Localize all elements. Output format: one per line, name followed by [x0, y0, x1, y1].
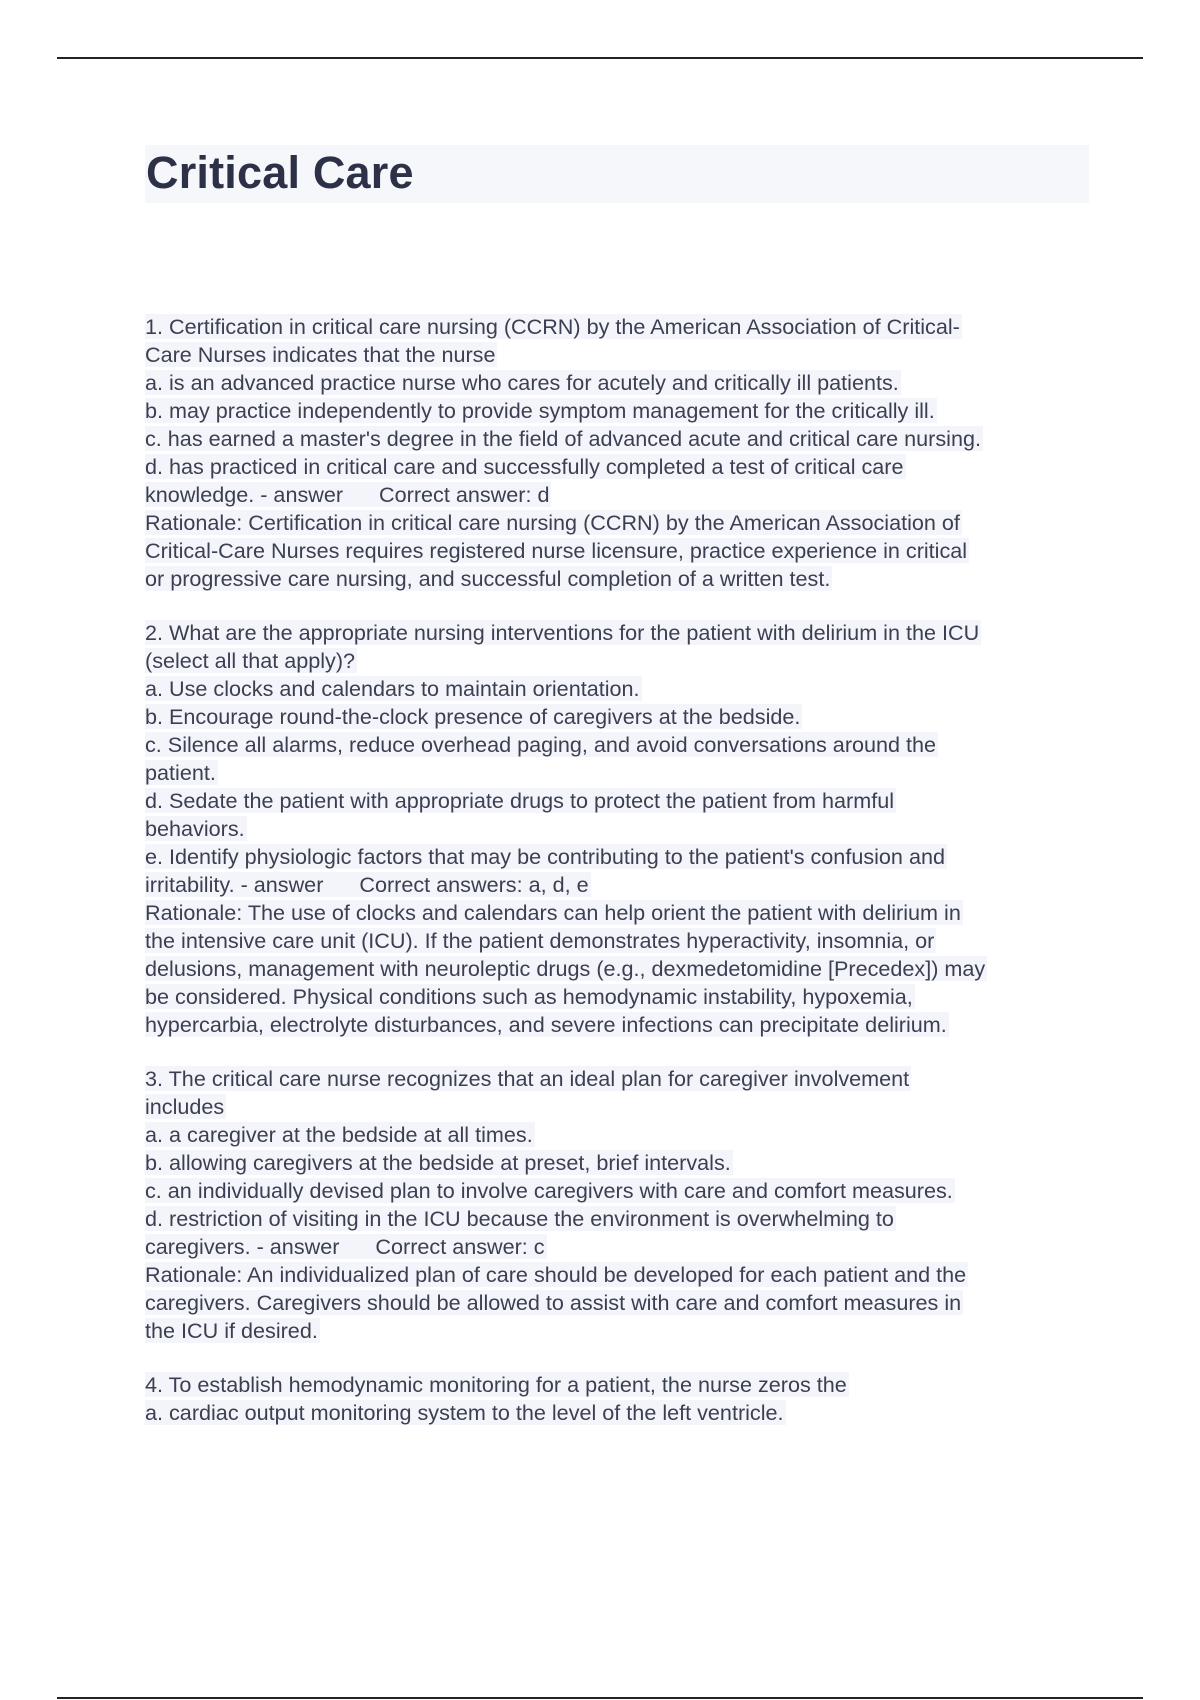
- answer-option: behaviors.: [145, 816, 245, 841]
- answer-option: e. Identify physiologic factors that may be contributing to the patient's confusion and: [145, 844, 945, 869]
- question-4: [145, 1371, 1105, 1427]
- rationale-line: Rationale: The use of clocks and calendars can help orient the patient with delirium in: [145, 900, 961, 925]
- correct-answer-line: caregivers. - answer Correct answer: c: [145, 1234, 545, 1259]
- answer-option: a. cardiac output monitoring system to the level of the left ventricle.: [145, 1400, 784, 1425]
- text-line: includes: [145, 1094, 225, 1119]
- bottom-rule: [57, 1697, 1143, 1699]
- spacer: [145, 1039, 1105, 1065]
- text-line: 2. What are the appropriate nursing interventions for the patient with delirium in the ICU: [145, 620, 980, 645]
- document-title: Critical Care: [146, 147, 414, 198]
- answer-option: c. an individually devised plan to involve caregivers with care and comfort measures.: [145, 1178, 953, 1203]
- answer-option: a. Use clocks and calendars to maintain orientation.: [145, 676, 640, 701]
- rationale-line: Critical-Care Nurses requires registered nurse licensure, practice experience in critical: [145, 538, 968, 563]
- rationale-line: caregivers. Caregivers should be allowed to assist with care and comfort measures in: [145, 1290, 962, 1315]
- rationale-line: Rationale: An individualized plan of care should be developed for each patient and the: [145, 1262, 967, 1287]
- question-2: [145, 619, 1105, 1039]
- rationale-line: the ICU if desired.: [145, 1318, 318, 1343]
- answer-option: a. is an advanced practice nurse who cares for acutely and critically ill patients.: [145, 370, 899, 395]
- text-line: Care Nurses indicates that the nurse: [145, 342, 496, 367]
- rationale-line: be considered. Physical conditions such as hemodynamic instability, hypoxemia,: [145, 984, 913, 1009]
- answer-option: b. allowing caregivers at the bedside at preset, brief intervals.: [145, 1150, 731, 1175]
- answer-option: patient.: [145, 760, 216, 785]
- question-3: [145, 1065, 1105, 1345]
- rationale-line: delusions, management with neuroleptic drugs (e.g., dexmedetomidine [Precedex]) may: [145, 956, 986, 981]
- correct-answer-line: irritability. - answer Correct answers: a, d, e: [145, 872, 589, 897]
- answer-option: d. has practiced in critical care and successfully completed a test of critical care: [145, 454, 904, 479]
- answer-option: d. restriction of visiting in the ICU because the environment is overwhelming to: [145, 1206, 894, 1231]
- correct-answer-line: knowledge. - answer Correct answer: d: [145, 482, 550, 507]
- question-1: [145, 313, 1105, 593]
- answer-option: c. has earned a master's degree in the field of advanced acute and critical care nursing.: [145, 426, 981, 451]
- answer-option: b. may practice independently to provide symptom management for the critically ill.: [145, 398, 935, 423]
- text-line: 1. Certification in critical care nursing (CCRN) by the American Association of Critical-: [145, 314, 960, 339]
- rationale-line: hypercarbia, electrolyte disturbances, and severe infections can precipitate delirium.: [145, 1012, 947, 1037]
- document-body: [145, 313, 1105, 1427]
- spacer: [145, 593, 1105, 619]
- rationale-line: the intensive care unit (ICU). If the patient demonstrates hyperactivity, insomnia, or: [145, 928, 935, 953]
- rationale-line: Rationale: Certification in critical care nursing (CCRN) by the American Association of: [145, 510, 960, 535]
- answer-option: c. Silence all alarms, reduce overhead paging, and avoid conversations around the: [145, 732, 937, 757]
- answer-option: b. Encourage round-the-clock presence of caregivers at the bedside.: [145, 704, 801, 729]
- rationale-line: or progressive care nursing, and successful completion of a written test.: [145, 566, 831, 591]
- text-line: 3. The critical care nurse recognizes that an ideal plan for caregiver involvement: [145, 1066, 910, 1091]
- top-rule: [57, 57, 1143, 59]
- answer-option: d. Sedate the patient with appropriate drugs to protect the patient from harmful: [145, 788, 895, 813]
- answer-option: a. a caregiver at the bedside at all times.: [145, 1122, 533, 1147]
- text-line: 4. To establish hemodynamic monitoring for a patient, the nurse zeros the: [145, 1372, 847, 1397]
- text-line: (select all that apply)?: [145, 648, 356, 673]
- spacer: [145, 1345, 1105, 1371]
